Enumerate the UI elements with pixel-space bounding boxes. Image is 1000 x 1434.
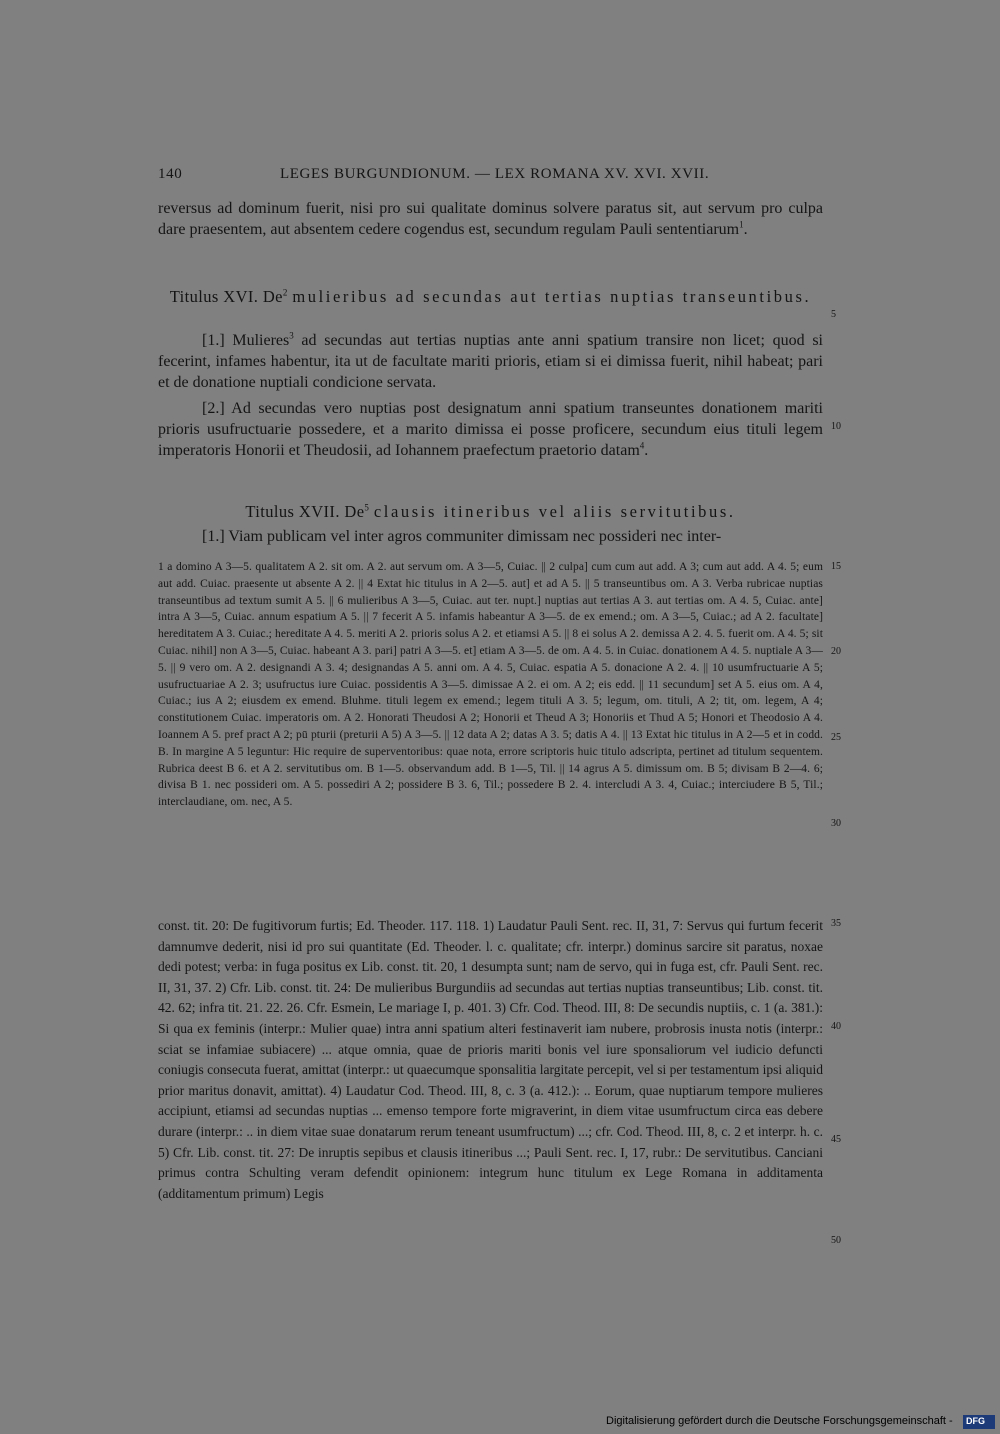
dfg-logo-text: DFG xyxy=(966,1416,985,1426)
para-text-end: ad secundas aut tertias nuptias ante anni spatium transire non licet; quod si fecerint, infames habentur, ita ut de facultate mariti prioris, etiam si ei dimissa fuerit, nihil habeat; pari et de donatione nuptiali condicione servata. xyxy=(158,332,823,391)
footnotes-text: const. tit. 20: De fugitivorum furtis; Ed. Theoder. 117. 118. 1) Laudatur Pauli Sent. rec. II, 31, 7: Servus qui furtum fecerit damnumve dederit, nisi id pro sui quantitate (Ed. Theoder. l. c. qualitate; cfr. interpr.) dominus sarcire sit paratus, noxae dedi potest; verba: in fuga positus ex Lib. const. tit. 20, 1 desumpta sunt; nam de servo, qui in fuga est, cfr. Pauli Sent. rec. II, 31, 37. 2) Cfr. Lib. const. tit. 24: De mulieribus Burgundiis ad secundas aut tertias nuptias transeuntibus; Lib. const. tit. 42. 62; infra tit. 21. 22. 26. Cfr. Esmein, Le mariage I, p. 401. 3) Cfr. Cod. Theod. III, 8: De secundis nuptiis, c. 1 (a. 381.): Si qua ex feminis (interpr.: Mulier quae) intra anni spatium alteri festinaverit iam nubere, probrosis inusta notis (interpr.: sciat se infamiae subiacere) ... atque omnia, quae de prioris mariti bonis vel iure sponsaliorum vel iudicio defuncti coniugis consecuta fuerat, amittat (interpr.: ut quaecumque sponsalitia largitate percepit, vel si per testamentum ipsi aliquid prior maritus donavit, amittat). 4) Laudatur Cod. Theod. III, 8, c. 3 (a. 412.): .. Eorum, quae nuptiarum tempore mulieres accipiunt, etiamsi ad secundas nuptias ... emenso tempore forte migraverint, in diem vitae usumfructum circa eas debere durare (interpr.: .. in diem vitae suae donatarum rerum teneant usumfructum) ...; cfr. Cod. Theod. III, 8, c. 2 et interpr. h. c. 5) Cfr. Lib. const. tit. 27: De inruptis sepibus et clausis itineribus ...; Pauli Sent. rec. I, 17, rubr.: De servitutibus. Canciani primus contra Schulting veram defendit opinionem: integrum hunc titulum ex Lege Romana in additamenta (additamentum primum) Legis xyxy=(158,918,823,1201)
footnotes xyxy=(158,916,823,1204)
running-title: LEGES BURGUNDIONUM. — LEX ROMANA XV. XVI. XVII. xyxy=(280,166,710,182)
funding-footer xyxy=(606,1415,996,1429)
footer-text: Digitalisierung gefördert durch die Deutsche Forschungsgemeinschaft - xyxy=(606,1415,953,1427)
page-header xyxy=(158,166,823,188)
line-number: 25 xyxy=(831,732,841,743)
para-text-end: . xyxy=(743,221,748,238)
line-number: 45 xyxy=(831,1134,841,1145)
title-xvi xyxy=(158,287,823,307)
para-text-end: . xyxy=(644,442,649,459)
para-text: reversus ad dominum fuerit, nisi pro sui qualitate dominus solvere paratus sit, aut servum pro culpa dare praesentem, aut absentem cedere cogendus est, secundum regulam Pauli sententiarum xyxy=(158,200,823,238)
line-number: 5 xyxy=(831,309,836,320)
apparatus-text: 1 a domino A 3—5. qualitatem A 2. sit om. A 2. aut servum om. A 3—5, Cuiac. || 2 culpa] cum cum aut add. A 3; cum aut add. A 4. 5; eum aut add. Cuiac. praesente ut absente A 2. || 4 Extat hic titulus in A 2—5. aut] et ad A 5. || 5 transeuntibus om. A 3. Verba rubricae nuptias transeuntibus ad textum sumit A 5. || 6 mulieribus A 3—5, Cuiac. aut ter. nupt.] nuptias aut tertias A 3. aut tertias om. A 4. 5, Cuiac. ante] intra A 3—5, Cuiac. annum espatium A 5. || 7 fecerit A 5. infamis habeantur A 3—5. de ex emend.; om. A 3—5, Cuiac.; ad A 2. facultate] hereditatem A 3. Cuiac.; hereditate A 4. 5. meriti A 2. prioris solus A 2. et etiamsi A 5. || 8 ei solus A 2. demissa A 2. 4. 5. fuerit om. A 4. 5; sit Cuiac. nihil] non A 3—5, Cuiac. habeant A 3. pari] patri A 3—5. et] etiam A 3—5. de om. A 4. 5. in Cuiac. donationem A 4. 5. nuptiale A 3—5. || 9 vero om. A 2. designandi A 3. 4; designandas A 5. anni om. A 4. 5, Cuiac. espatia A 5. donacione A 2. 4. || 10 usumfructuarie A 5; usufructuariae A 2. 3; usufructus iure Cuiac. possidentis A 3—5. dimissae A 2. ei om. A 2; eis edd. || 11 secundum] set A 5. eius om. A 4, Cuiac.; ius A 2; eiusdem ex emend. Bluhme. tituli legem ex emend.; legem tituli A 3. 5; legum, om. tituli, A 2; tit, om. legem, A 4; constitutionem Cuiac. imperatoris om. A 2. Honorati Theudosi A 2; Honorii et Theud A 3; Honoriis et Thud A 5; Honori et Theodosio A 4. Ioannem A 5. pref pract A 2; pū pturii (preturii A 5) A 3—5. || 12 data A 2; datas A 3. 5; datis A 4. || 13 Extat hic titulus in A 2—5 et in codd. B. In margine A 5 leguntur: Hic require de superventoribus: quae nota, errore scriptoris huic titulo adscripta, pertinet ad titulum sequentem. Rubrica deest B 6. et A 2. servitutibus om. B 1—5. observandum add. B 1—5, Til. || 14 agrus A 5. dimissum om. B 5; divisam B 2—4. 6; divisa B 1. nec possideri om. A 5. possediri A 2; possidere B 3. 6, Til.; possedere B 2. 4. intercludi A 3. 4, Cuiac.; interciudere B 5, Til.; interclaudiane, om. nec, A 5. xyxy=(158,561,823,809)
title-xvi-section-1 xyxy=(158,330,823,393)
line-number: 20 xyxy=(831,646,841,657)
line-number: 10 xyxy=(831,421,841,432)
footnote-ref: 5 xyxy=(364,502,370,513)
title-text: mulieribus ad secundas aut tertias nuptias transeuntibus. xyxy=(292,287,812,306)
critical-apparatus xyxy=(158,559,823,811)
footnote-ref: 3 xyxy=(289,330,294,341)
page-number: 140 xyxy=(158,166,183,182)
para-text: [2.] Ad secundas vero nuptias post designatum anni spatium transeuntes donationem mariti prioris usufructuarie possedere, et a marito dimissa ei posse proficere, secundum eius tituli legem imperatoris Honorii et Theudosii, ad Iohannem praefectum praetorio datam xyxy=(158,400,823,459)
title-text: clausis itineribus vel aliis servitutibus. xyxy=(373,502,736,521)
title-xvii-section-1 xyxy=(158,526,823,547)
line-number: 40 xyxy=(831,1021,841,1032)
line-number: 15 xyxy=(831,561,841,572)
para-text: [1.] Viam publicam vel inter agros communiter dimissam nec possideri nec inter- xyxy=(202,528,722,545)
line-number: 30 xyxy=(831,818,841,829)
line-number: 50 xyxy=(831,1235,841,1246)
title-xvi-section-2 xyxy=(158,398,823,461)
title-xvii xyxy=(158,502,823,522)
footnote-ref: 2 xyxy=(282,287,288,298)
title-label: Titulus XVII. De xyxy=(245,502,365,521)
footnote-ref: 4 xyxy=(639,440,645,451)
footnote-ref: 1 xyxy=(739,219,744,230)
para-text: [1.] Mulieres xyxy=(202,332,290,349)
title-label: Titulus XVI. De xyxy=(169,287,283,306)
opening-paragraph xyxy=(158,198,823,240)
line-number: 35 xyxy=(831,918,841,929)
dfg-logo xyxy=(963,1415,995,1429)
